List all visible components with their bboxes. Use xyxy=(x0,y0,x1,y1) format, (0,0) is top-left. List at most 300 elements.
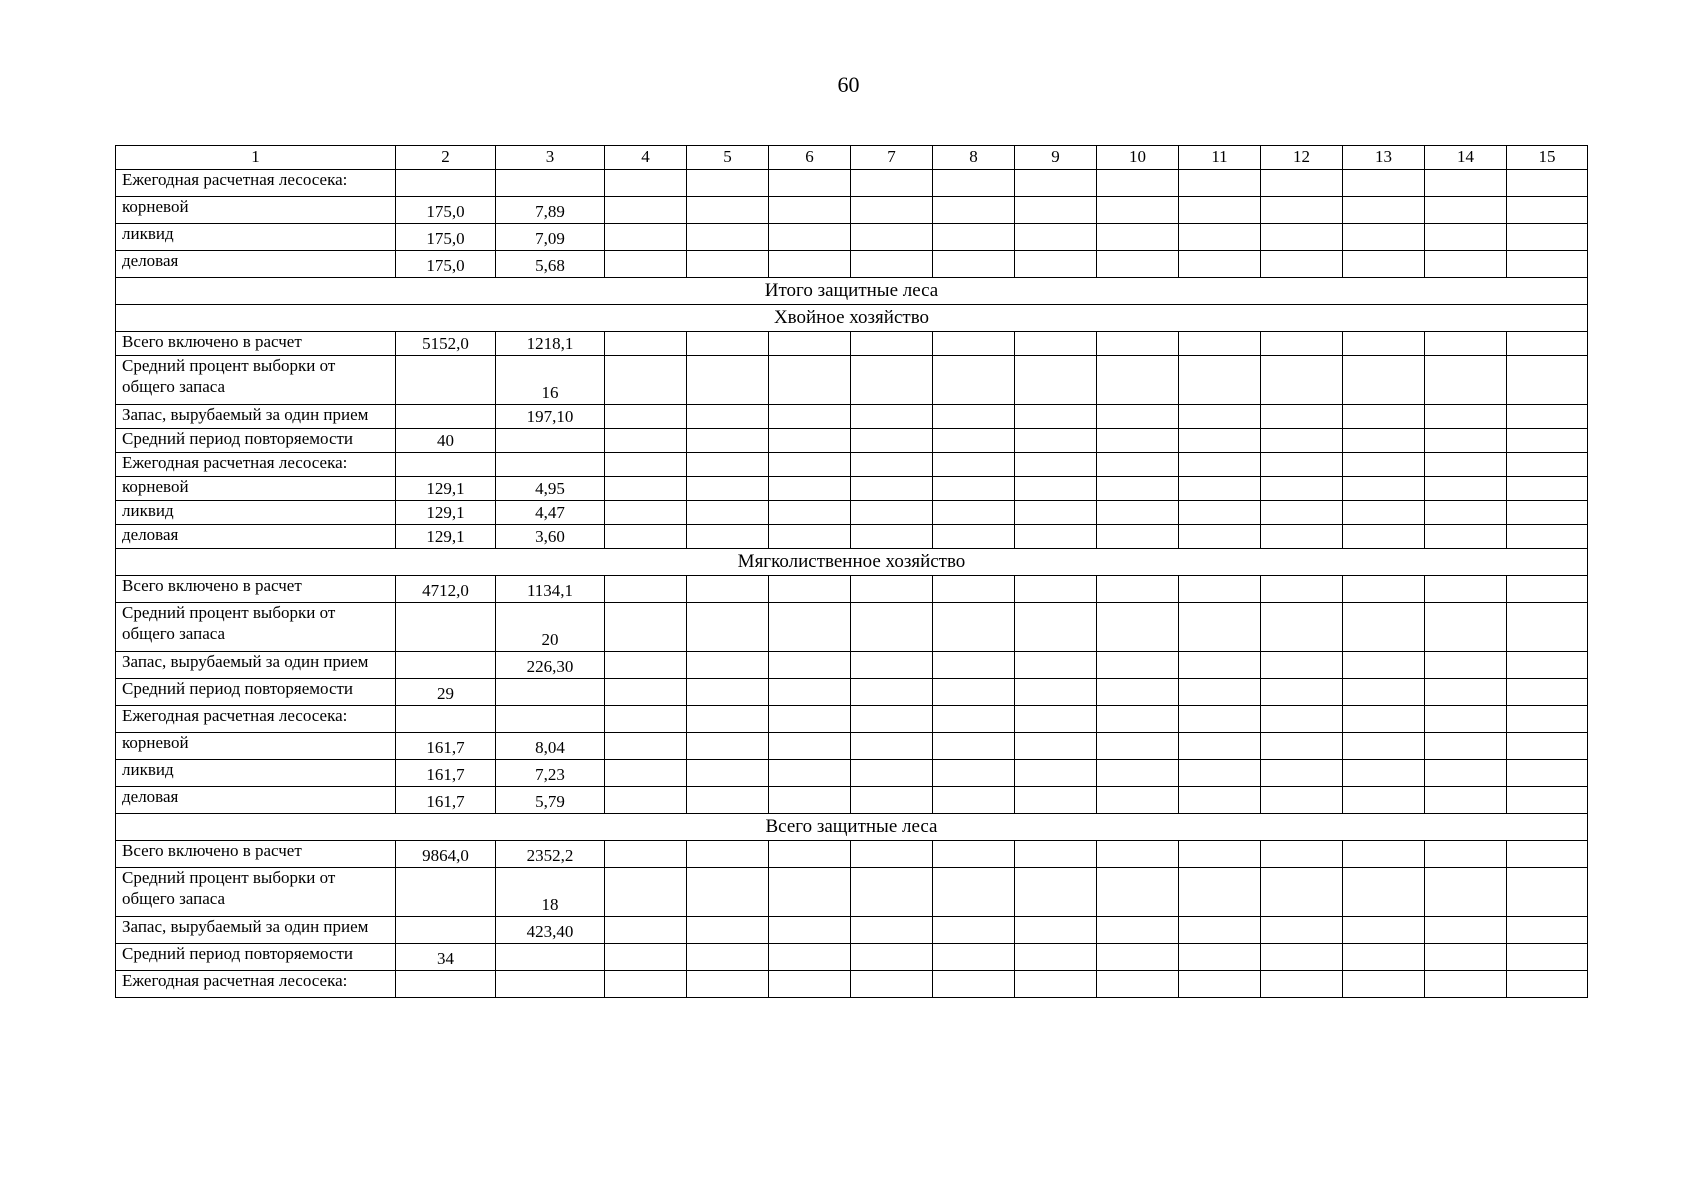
column-number-cell: 9 xyxy=(1015,146,1097,170)
empty-cell xyxy=(1343,453,1425,477)
empty-cell xyxy=(1507,679,1588,706)
empty-cell xyxy=(1261,453,1343,477)
value-cell xyxy=(496,679,605,706)
empty-cell xyxy=(1343,197,1425,224)
empty-cell xyxy=(1179,197,1261,224)
empty-cell xyxy=(605,787,687,814)
table-row xyxy=(116,477,1588,501)
empty-cell xyxy=(933,224,1015,251)
empty-cell xyxy=(769,332,851,356)
value-cell xyxy=(396,356,496,405)
empty-cell xyxy=(1015,405,1097,429)
empty-cell xyxy=(1261,405,1343,429)
empty-cell xyxy=(1343,917,1425,944)
row-label: деловая xyxy=(116,787,396,814)
empty-cell xyxy=(605,603,687,652)
empty-cell xyxy=(1425,170,1507,197)
empty-cell xyxy=(933,501,1015,525)
empty-cell xyxy=(1343,787,1425,814)
value-cell: 1134,1 xyxy=(496,576,605,603)
empty-cell xyxy=(687,868,769,917)
empty-cell xyxy=(1261,679,1343,706)
empty-cell xyxy=(933,170,1015,197)
empty-cell xyxy=(1507,917,1588,944)
empty-cell xyxy=(933,356,1015,405)
row-label: Всего включено в расчет xyxy=(116,841,396,868)
empty-cell xyxy=(933,525,1015,549)
value-cell: 3,60 xyxy=(496,525,605,549)
empty-cell xyxy=(1261,944,1343,971)
empty-cell xyxy=(1507,429,1588,453)
empty-cell xyxy=(933,971,1015,998)
empty-cell xyxy=(933,760,1015,787)
empty-cell xyxy=(1507,652,1588,679)
empty-cell xyxy=(1343,576,1425,603)
empty-cell xyxy=(933,917,1015,944)
empty-cell xyxy=(1343,841,1425,868)
empty-cell xyxy=(605,525,687,549)
table-row xyxy=(116,429,1588,453)
empty-cell xyxy=(1179,453,1261,477)
value-cell: 34 xyxy=(396,944,496,971)
empty-cell xyxy=(1507,787,1588,814)
empty-cell xyxy=(1097,501,1179,525)
empty-cell xyxy=(1097,224,1179,251)
row-label: корневой xyxy=(116,733,396,760)
value-cell: 7,89 xyxy=(496,197,605,224)
table-row xyxy=(116,868,1588,917)
empty-cell xyxy=(1507,405,1588,429)
empty-cell xyxy=(1425,679,1507,706)
column-number-row xyxy=(116,146,1588,170)
row-label: Ежегодная расчетная лесосека: xyxy=(116,453,396,477)
empty-cell xyxy=(1261,197,1343,224)
empty-cell xyxy=(1097,971,1179,998)
empty-cell xyxy=(605,841,687,868)
empty-cell xyxy=(1425,841,1507,868)
value-cell: 2352,2 xyxy=(496,841,605,868)
table-row xyxy=(116,405,1588,429)
empty-cell xyxy=(851,224,933,251)
value-cell: 9864,0 xyxy=(396,841,496,868)
empty-cell xyxy=(851,733,933,760)
section-header-row xyxy=(116,305,1588,332)
empty-cell xyxy=(605,576,687,603)
empty-cell xyxy=(769,501,851,525)
empty-cell xyxy=(1425,525,1507,549)
empty-cell xyxy=(605,170,687,197)
empty-cell xyxy=(1015,868,1097,917)
empty-cell xyxy=(851,251,933,278)
value-cell: 175,0 xyxy=(396,224,496,251)
empty-cell xyxy=(605,501,687,525)
table-row xyxy=(116,733,1588,760)
empty-cell xyxy=(1261,733,1343,760)
table-row xyxy=(116,576,1588,603)
value-cell: 40 xyxy=(396,429,496,453)
empty-cell xyxy=(687,197,769,224)
empty-cell xyxy=(1425,332,1507,356)
empty-cell xyxy=(1097,787,1179,814)
empty-cell xyxy=(1343,679,1425,706)
empty-cell xyxy=(933,603,1015,652)
table-row xyxy=(116,944,1588,971)
empty-cell xyxy=(933,787,1015,814)
empty-cell xyxy=(1015,251,1097,278)
value-cell: 197,10 xyxy=(496,405,605,429)
empty-cell xyxy=(1015,971,1097,998)
empty-cell xyxy=(1097,841,1179,868)
empty-cell xyxy=(851,453,933,477)
empty-cell xyxy=(605,706,687,733)
empty-cell xyxy=(1179,525,1261,549)
empty-cell xyxy=(1261,841,1343,868)
column-number-cell: 12 xyxy=(1261,146,1343,170)
empty-cell xyxy=(769,170,851,197)
empty-cell xyxy=(687,679,769,706)
value-cell xyxy=(396,453,496,477)
empty-cell xyxy=(1261,868,1343,917)
section-header-row xyxy=(116,278,1588,305)
empty-cell xyxy=(1179,332,1261,356)
empty-cell xyxy=(1015,453,1097,477)
row-label: Средний период повторяемости xyxy=(116,679,396,706)
empty-cell xyxy=(769,477,851,501)
empty-cell xyxy=(769,576,851,603)
empty-cell xyxy=(933,453,1015,477)
empty-cell xyxy=(1179,787,1261,814)
value-cell: 7,23 xyxy=(496,760,605,787)
empty-cell xyxy=(933,576,1015,603)
empty-cell xyxy=(1015,576,1097,603)
empty-cell xyxy=(1015,679,1097,706)
table-row xyxy=(116,224,1588,251)
column-number-cell: 14 xyxy=(1425,146,1507,170)
empty-cell xyxy=(1097,944,1179,971)
row-label: ликвид xyxy=(116,501,396,525)
empty-cell xyxy=(1015,525,1097,549)
empty-cell xyxy=(1097,576,1179,603)
row-label: Всего включено в расчет xyxy=(116,576,396,603)
table-row xyxy=(116,525,1588,549)
value-cell: 5,79 xyxy=(496,787,605,814)
row-label: ликвид xyxy=(116,224,396,251)
empty-cell xyxy=(605,332,687,356)
column-number-cell: 4 xyxy=(605,146,687,170)
section-title: Итого защитные леса xyxy=(116,278,1588,305)
empty-cell xyxy=(1425,706,1507,733)
empty-cell xyxy=(1343,356,1425,405)
empty-cell xyxy=(769,787,851,814)
table-row xyxy=(116,332,1588,356)
empty-cell xyxy=(1261,251,1343,278)
value-cell: 4,95 xyxy=(496,477,605,501)
section-title: Хвойное хозяйство xyxy=(116,305,1588,332)
empty-cell xyxy=(1507,760,1588,787)
empty-cell xyxy=(1425,652,1507,679)
empty-cell xyxy=(1097,603,1179,652)
empty-cell xyxy=(1179,733,1261,760)
empty-cell xyxy=(1507,224,1588,251)
empty-cell xyxy=(1179,603,1261,652)
empty-cell xyxy=(769,251,851,278)
empty-cell xyxy=(851,868,933,917)
empty-cell xyxy=(1179,224,1261,251)
empty-cell xyxy=(605,429,687,453)
column-number-cell: 5 xyxy=(687,146,769,170)
empty-cell xyxy=(851,841,933,868)
value-cell xyxy=(396,706,496,733)
empty-cell xyxy=(1425,224,1507,251)
empty-cell xyxy=(1507,197,1588,224)
value-cell xyxy=(396,868,496,917)
empty-cell xyxy=(1343,652,1425,679)
empty-cell xyxy=(1425,251,1507,278)
table-row xyxy=(116,971,1588,998)
empty-cell xyxy=(605,971,687,998)
empty-cell xyxy=(933,868,1015,917)
value-cell: 423,40 xyxy=(496,917,605,944)
column-number-cell: 15 xyxy=(1507,146,1588,170)
empty-cell xyxy=(851,706,933,733)
empty-cell xyxy=(769,679,851,706)
empty-cell xyxy=(769,760,851,787)
empty-cell xyxy=(1425,760,1507,787)
row-label: Средний период повторяемости xyxy=(116,944,396,971)
value-cell xyxy=(396,603,496,652)
empty-cell xyxy=(1343,405,1425,429)
row-label: Ежегодная расчетная лесосека: xyxy=(116,971,396,998)
empty-cell xyxy=(687,787,769,814)
empty-cell xyxy=(687,429,769,453)
empty-cell xyxy=(1015,224,1097,251)
table-row xyxy=(116,652,1588,679)
empty-cell xyxy=(1097,453,1179,477)
empty-cell xyxy=(687,251,769,278)
empty-cell xyxy=(1179,917,1261,944)
table-row xyxy=(116,917,1588,944)
empty-cell xyxy=(1015,652,1097,679)
empty-cell xyxy=(851,971,933,998)
value-cell: 161,7 xyxy=(396,733,496,760)
empty-cell xyxy=(687,453,769,477)
value-cell: 129,1 xyxy=(396,477,496,501)
empty-cell xyxy=(933,679,1015,706)
empty-cell xyxy=(1179,868,1261,917)
column-number-cell: 3 xyxy=(496,146,605,170)
empty-cell xyxy=(933,733,1015,760)
empty-cell xyxy=(687,501,769,525)
column-number-cell: 11 xyxy=(1179,146,1261,170)
empty-cell xyxy=(1261,332,1343,356)
empty-cell xyxy=(769,944,851,971)
empty-cell xyxy=(1097,525,1179,549)
empty-cell xyxy=(687,576,769,603)
empty-cell xyxy=(605,868,687,917)
empty-cell xyxy=(1343,760,1425,787)
row-label: Всего включено в расчет xyxy=(116,332,396,356)
empty-cell xyxy=(851,917,933,944)
empty-cell xyxy=(769,429,851,453)
value-cell: 16 xyxy=(496,356,605,405)
empty-cell xyxy=(1261,525,1343,549)
empty-cell xyxy=(605,917,687,944)
empty-cell xyxy=(851,679,933,706)
value-cell: 161,7 xyxy=(396,787,496,814)
row-label: Запас, вырубаемый за один прием xyxy=(116,652,396,679)
empty-cell xyxy=(1097,429,1179,453)
empty-cell xyxy=(769,917,851,944)
empty-cell xyxy=(1425,501,1507,525)
empty-cell xyxy=(851,787,933,814)
empty-cell xyxy=(1343,971,1425,998)
empty-cell xyxy=(1425,453,1507,477)
empty-cell xyxy=(1425,917,1507,944)
empty-cell xyxy=(851,652,933,679)
empty-cell xyxy=(1343,170,1425,197)
empty-cell xyxy=(687,356,769,405)
empty-cell xyxy=(1179,679,1261,706)
column-number-cell: 8 xyxy=(933,146,1015,170)
empty-cell xyxy=(687,841,769,868)
empty-cell xyxy=(687,332,769,356)
empty-cell xyxy=(1179,429,1261,453)
empty-cell xyxy=(1097,477,1179,501)
empty-cell xyxy=(1097,170,1179,197)
empty-cell xyxy=(1507,733,1588,760)
empty-cell xyxy=(1507,170,1588,197)
empty-cell xyxy=(1425,944,1507,971)
table-row xyxy=(116,679,1588,706)
empty-cell xyxy=(1179,706,1261,733)
row-label: Ежегодная расчетная лесосека: xyxy=(116,170,396,197)
empty-cell xyxy=(1343,477,1425,501)
empty-cell xyxy=(687,733,769,760)
empty-cell xyxy=(1343,332,1425,356)
value-cell: 5152,0 xyxy=(396,332,496,356)
empty-cell xyxy=(933,429,1015,453)
empty-cell xyxy=(687,760,769,787)
empty-cell xyxy=(933,706,1015,733)
empty-cell xyxy=(687,917,769,944)
empty-cell xyxy=(605,356,687,405)
value-cell: 7,09 xyxy=(496,224,605,251)
value-cell: 175,0 xyxy=(396,197,496,224)
empty-cell xyxy=(1179,971,1261,998)
empty-cell xyxy=(1179,170,1261,197)
table-row xyxy=(116,356,1588,405)
value-cell: 129,1 xyxy=(396,501,496,525)
column-number-cell: 2 xyxy=(396,146,496,170)
value-cell xyxy=(496,170,605,197)
empty-cell xyxy=(1179,760,1261,787)
empty-cell xyxy=(687,971,769,998)
empty-cell xyxy=(769,868,851,917)
row-label: Средний процент выборки от общего запаса xyxy=(116,868,396,917)
value-cell xyxy=(396,170,496,197)
empty-cell xyxy=(1507,944,1588,971)
empty-cell xyxy=(1507,453,1588,477)
empty-cell xyxy=(1097,652,1179,679)
value-cell: 18 xyxy=(496,868,605,917)
value-cell: 161,7 xyxy=(396,760,496,787)
value-cell: 175,0 xyxy=(396,251,496,278)
value-cell: 29 xyxy=(396,679,496,706)
empty-cell xyxy=(605,944,687,971)
empty-cell xyxy=(933,477,1015,501)
empty-cell xyxy=(1261,224,1343,251)
empty-cell xyxy=(769,525,851,549)
empty-cell xyxy=(1097,332,1179,356)
empty-cell xyxy=(769,405,851,429)
empty-cell xyxy=(1425,197,1507,224)
empty-cell xyxy=(687,603,769,652)
empty-cell xyxy=(1015,944,1097,971)
column-number-cell: 7 xyxy=(851,146,933,170)
empty-cell xyxy=(851,760,933,787)
empty-cell xyxy=(769,603,851,652)
empty-cell xyxy=(1015,603,1097,652)
empty-cell xyxy=(1015,197,1097,224)
empty-cell xyxy=(1015,733,1097,760)
empty-cell xyxy=(933,652,1015,679)
row-label: ликвид xyxy=(116,760,396,787)
empty-cell xyxy=(933,944,1015,971)
empty-cell xyxy=(1343,251,1425,278)
empty-cell xyxy=(769,841,851,868)
value-cell xyxy=(496,429,605,453)
empty-cell xyxy=(1425,356,1507,405)
table-row xyxy=(116,501,1588,525)
empty-cell xyxy=(687,652,769,679)
empty-cell xyxy=(1261,356,1343,405)
empty-cell xyxy=(605,477,687,501)
empty-cell xyxy=(851,603,933,652)
empty-cell xyxy=(1097,868,1179,917)
empty-cell xyxy=(1179,501,1261,525)
empty-cell xyxy=(605,679,687,706)
row-label: Средний период повторяемости xyxy=(116,429,396,453)
empty-cell xyxy=(1507,251,1588,278)
empty-cell xyxy=(851,405,933,429)
empty-cell xyxy=(1507,576,1588,603)
empty-cell xyxy=(1507,332,1588,356)
table-row xyxy=(116,760,1588,787)
empty-cell xyxy=(851,576,933,603)
empty-cell xyxy=(1343,429,1425,453)
value-cell xyxy=(496,971,605,998)
empty-cell xyxy=(1097,733,1179,760)
empty-cell xyxy=(1343,706,1425,733)
empty-cell xyxy=(1261,787,1343,814)
value-cell: 20 xyxy=(496,603,605,652)
empty-cell xyxy=(1425,603,1507,652)
empty-cell xyxy=(851,477,933,501)
value-cell xyxy=(496,706,605,733)
empty-cell xyxy=(851,170,933,197)
table-row xyxy=(116,197,1588,224)
value-cell: 4,47 xyxy=(496,501,605,525)
empty-cell xyxy=(1015,787,1097,814)
empty-cell xyxy=(769,971,851,998)
empty-cell xyxy=(1261,706,1343,733)
empty-cell xyxy=(1507,868,1588,917)
row-label: корневой xyxy=(116,477,396,501)
empty-cell xyxy=(1425,733,1507,760)
empty-cell xyxy=(1097,706,1179,733)
empty-cell xyxy=(851,356,933,405)
value-cell xyxy=(396,971,496,998)
